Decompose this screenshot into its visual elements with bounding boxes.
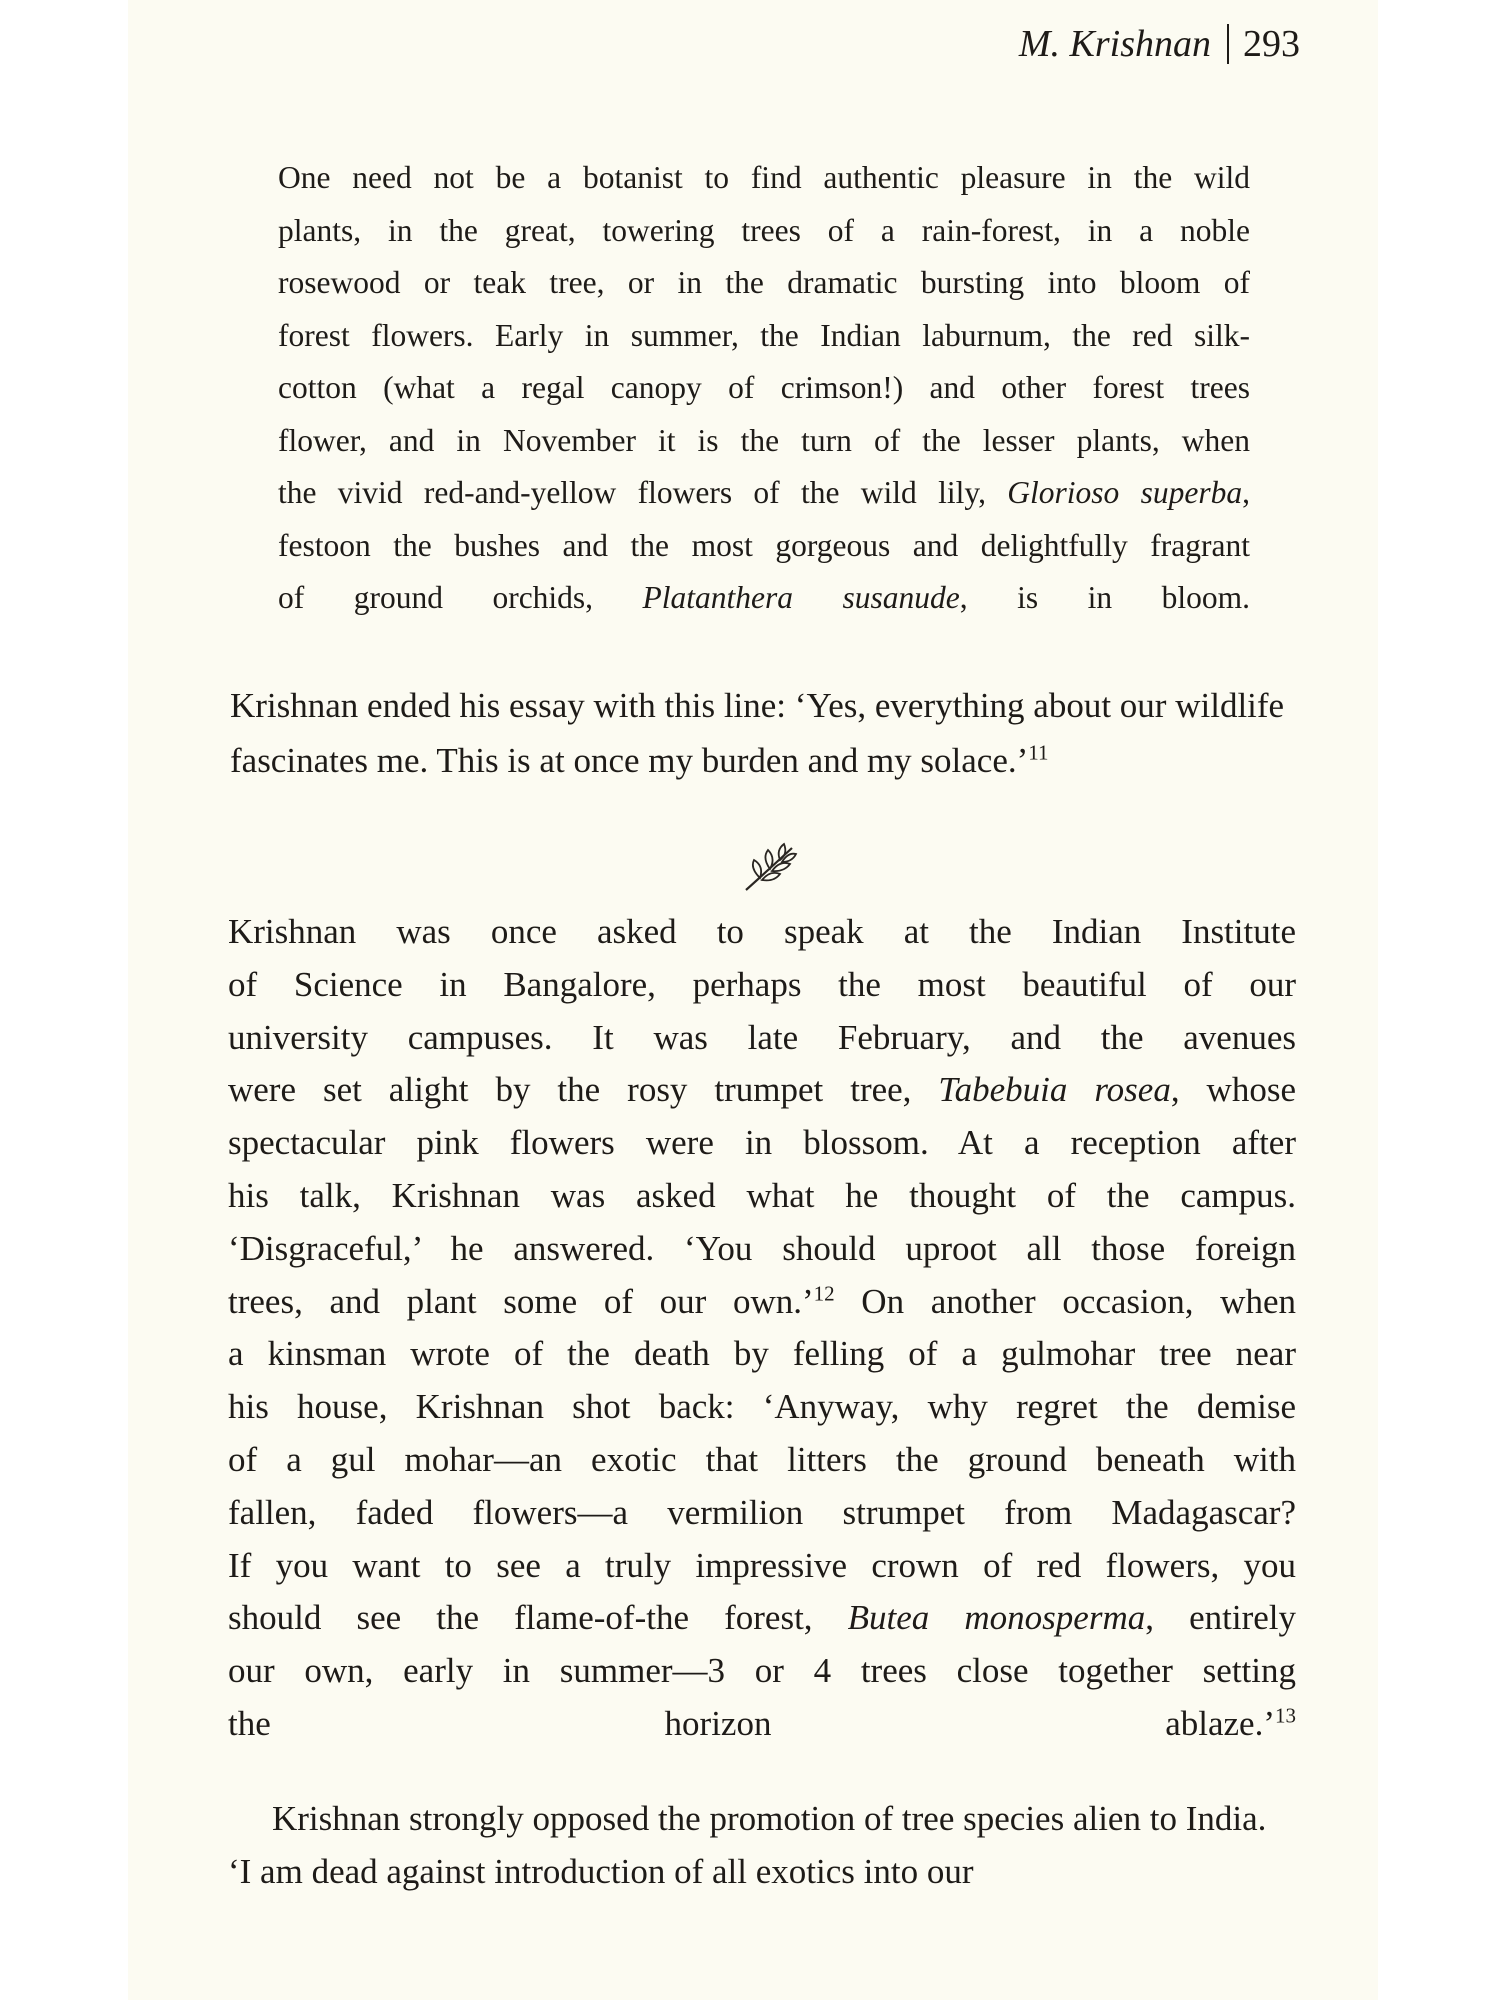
footnote-ref: 13 — [1275, 1703, 1296, 1728]
quote-line: the vivid red-and-yellow flowers of the wild lily, Glorioso superba, — [278, 475, 1250, 510]
species-name: Tabebuia rosea — [938, 1070, 1171, 1110]
paragraph-line: ‘Disgraceful,’ he answered. ‘You should uproot all those foreign — [228, 1228, 1296, 1268]
book-page — [128, 0, 1378, 2000]
closing-paragraph — [230, 678, 1310, 788]
quote-line: plants, in the great, towering trees of a rain-forest, in a noble — [278, 212, 1250, 248]
paragraph-line: wildlife fascinates me. This is at once my burden and my solace.’$^{11}$ — [230, 686, 1285, 780]
quote-line: flower, and in November it is the turn of the lesser plants, when — [278, 422, 1250, 458]
paragraph-line: Krishnan was once asked to speak at the Indian Institute — [228, 912, 1296, 951]
paragraph-line: trees, and plant some of our own.’$^{12}$ On another occasion, when — [228, 1280, 1296, 1321]
quote-line: of ground orchids, Platanthera susanude, is in bloom. — [278, 580, 1250, 615]
paragraph-line: fallen, faded flowers—a vermilion strumpet from Madagascar? — [228, 1492, 1296, 1532]
quote-line: forest flowers. Early in summer, the Indian laburnum, the red silk- — [278, 317, 1250, 353]
paragraph-line: a kinsman wrote of the death by felling of a gulmohar tree near — [228, 1334, 1296, 1374]
quote-line: cotton (what a regal canopy of crimson!) and other forest trees — [278, 370, 1250, 405]
footnote-ref: 12 — [813, 1280, 835, 1305]
paragraph-line: the horizon ablaze.’$^{13}$ — [228, 1703, 1296, 1743]
paragraph-line: should see the flame-of-the forest, Butea monosperma, entirely — [228, 1598, 1296, 1638]
body-paragraph — [228, 906, 1296, 1751]
paragraph-line: university campuses. It was late February, and the avenues — [228, 1017, 1296, 1057]
running-head-author: M. Krishnan — [1018, 23, 1211, 65]
running-head — [1019, 22, 1300, 66]
species-name: Platanthera susanude — [642, 580, 960, 615]
page-number: 293 — [1243, 23, 1300, 65]
paragraph-line: Krishnan ended his essay with this line: ‘Yes, everything about our — [230, 686, 1167, 725]
block-quote — [278, 152, 1250, 625]
paragraph-line: spectacular pink flowers were in blossom. At a reception after — [228, 1123, 1296, 1163]
paragraph-line: of Science in Bangalore, perhaps the most beautiful of our — [228, 964, 1296, 1004]
quote-line: festoon the bushes and the most gorgeous and delightfully fragrant — [278, 527, 1250, 563]
species-name: Glorioso superba — [1007, 475, 1243, 510]
paragraph-line: his house, Krishnan shot back: ‘Anyway, why regret the demise — [228, 1387, 1296, 1427]
species-name: Butea monosperma — [847, 1598, 1146, 1638]
paragraph-line: If you want to see a truly impressive crown of red flowers, you — [228, 1545, 1296, 1585]
paragraph-line: his talk, Krishnan was asked what he thought of the campus. — [228, 1175, 1296, 1215]
quote-line: rosewood or teak tree, or in the dramatic bursting into bloom of — [278, 265, 1250, 300]
body-paragraph — [228, 1793, 1296, 1899]
paragraph-line: to India. ‘I am dead against introduction of all exotics into our — [228, 1799, 1267, 1891]
footnote-ref: 11 — [1028, 740, 1049, 765]
paragraph-line: of a gul mohar—an exotic that litters the ground beneath with — [228, 1439, 1296, 1479]
paragraph-line: Krishnan strongly opposed the promotion of tree species alien — [272, 1799, 1141, 1838]
paragraph-line: were set alight by the rosy trumpet tree, Tabebuia rosea, whose — [228, 1070, 1296, 1110]
quote-line: One need not be a botanist to find authentic pleasure in the wild — [278, 160, 1250, 195]
paragraph-line: our own, early in summer—3 or 4 trees close together setting — [228, 1651, 1296, 1691]
running-head-divider — [1227, 24, 1229, 64]
leaf-sprig-icon — [740, 840, 800, 896]
